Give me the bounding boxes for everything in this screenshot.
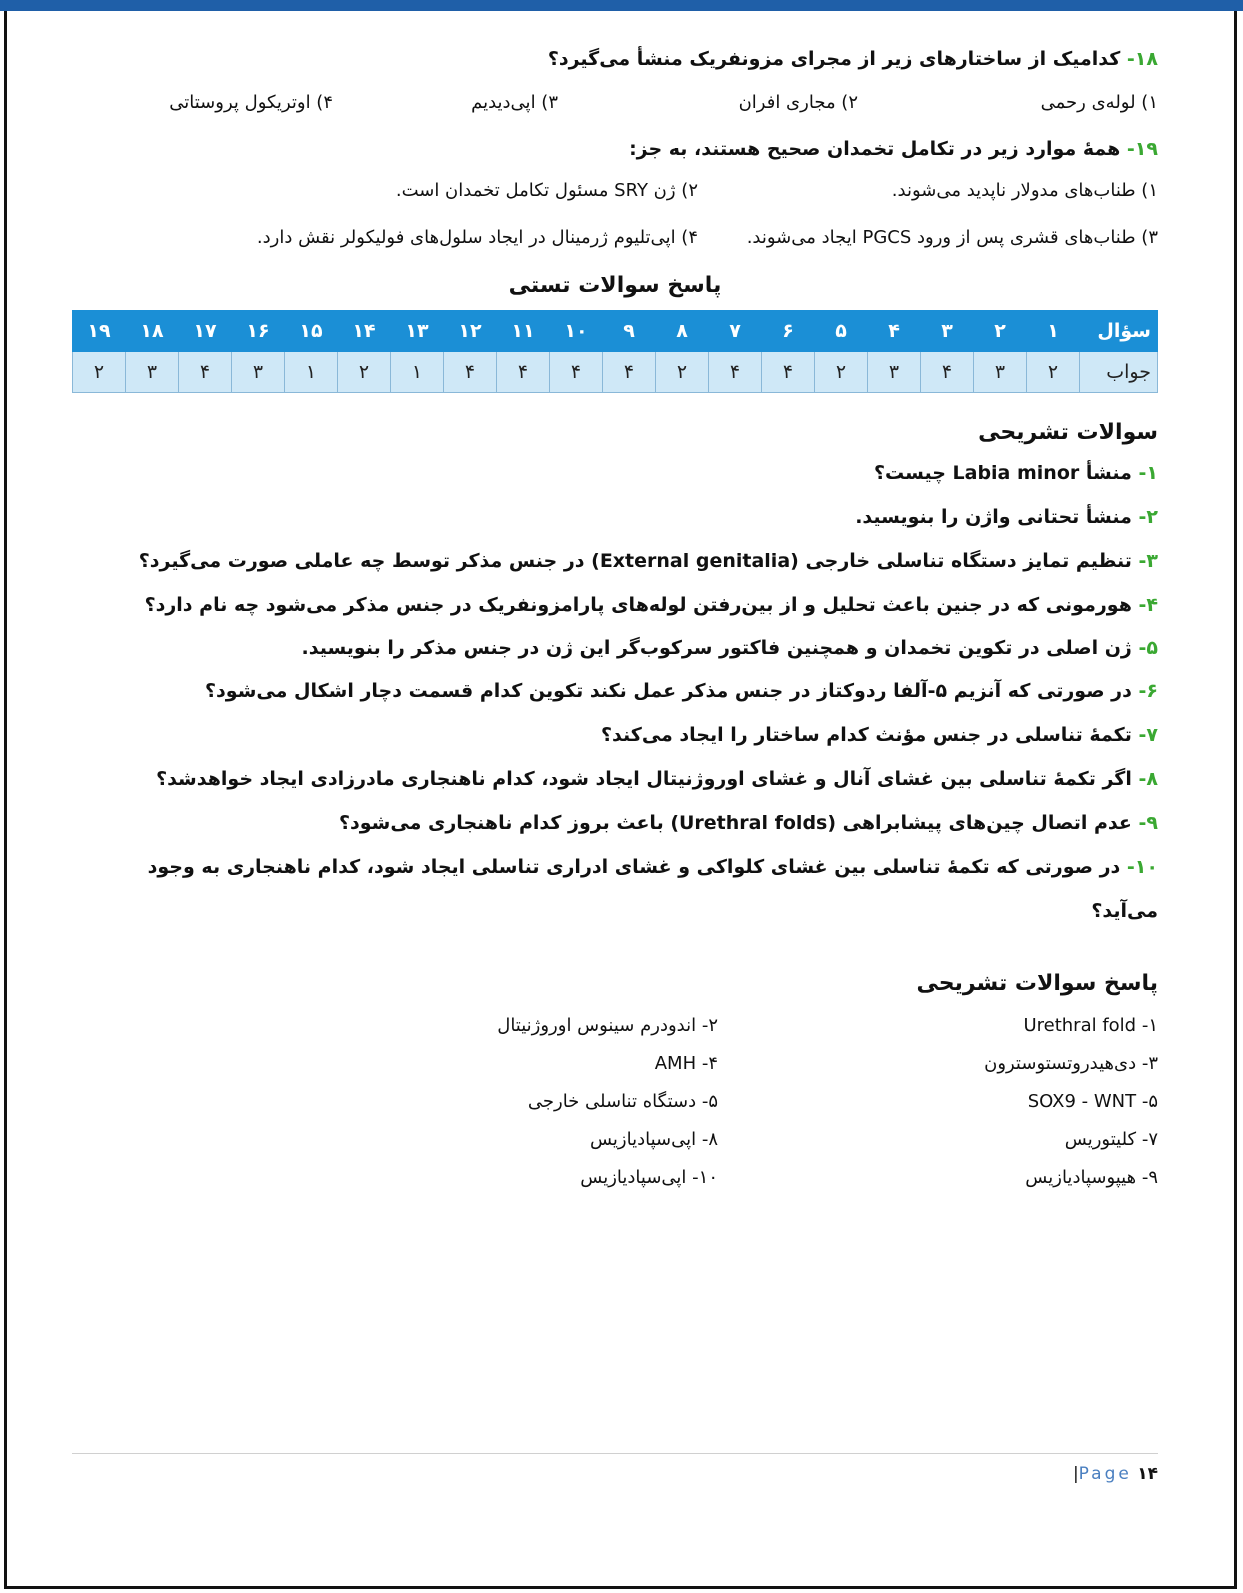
descriptive-answer-item: ۱۰- اپی‌سپادیازیس [580, 1167, 718, 1188]
descriptive-question: ۱۰- در صورتی که تکمهٔ تناسلی بین غشای کلواکی و غشای ادراری تناسلی ایجاد شود، کدام ناهنجاری به وجود [147, 856, 1158, 878]
answer-row [73, 352, 1158, 393]
answer-cell: ۲ [656, 352, 709, 393]
answer-cell: ۱ [285, 352, 338, 393]
footer-divider [72, 1453, 1158, 1454]
top-color-bar [0, 0, 1243, 11]
descriptive-answer-item: ۴- AMH [654, 1053, 718, 1074]
answer-key-title: پاسخ سوالات تستی [508, 273, 722, 298]
answer-cell: ۲ [1027, 352, 1080, 393]
descriptive-question: ۴- هورمونی که در جنین باعث تحلیل و از بین‌رفتن لوله‌های پارامزونفریک در جنس مذکر می‌شود چه نام دارد؟ [144, 594, 1158, 616]
descriptive-question: ۱- منشأ Labia minor چیست؟ [873, 462, 1158, 484]
answer-key-table [72, 310, 1158, 393]
descriptive-question: ۸- اگر تکمهٔ تناسلی بین غشای آنال و غشای اوروژنیتال ایجاد شود، کدام ناهنجاری مادرزادی ایجاد خواهدشد؟ [156, 768, 1158, 790]
page-number: ۱۴ [1137, 1464, 1158, 1484]
descriptive-answer-item: ۱- Urethral fold [1023, 1015, 1158, 1036]
answer-cell: ۴ [709, 352, 762, 393]
descriptive-answer-item: ۵- SOX9 - WNT [1027, 1091, 1158, 1112]
page-label: Page [1078, 1464, 1132, 1484]
answer-cell: ۱ [391, 352, 444, 393]
descriptive-question: ۹- عدم اتصال چین‌های پیشابراهی (Urethral folds) باعث بروز کدام ناهنجاری می‌شود؟ [338, 812, 1158, 834]
descriptive-question: ۷- تکمهٔ تناسلی در جنس مؤنث کدام ساختار را ایجاد می‌کند؟ [601, 724, 1158, 746]
page-footer: |Page ۱۴ [1072, 1464, 1158, 1484]
answer-cell: ۴ [444, 352, 497, 393]
descriptive-section-title: سوالات تشریحی [978, 420, 1158, 445]
descriptive-answer-item: ۲- اندودرم سینوس اوروژنیتال [497, 1015, 718, 1036]
question-number-cell: ۸ [656, 311, 709, 352]
question-number-cell: ۱۳ [391, 311, 444, 352]
answer-cell: ۲ [815, 352, 868, 393]
answer-cell: ۲ [338, 352, 391, 393]
mcq-question-19: ۱۹- همهٔ موارد زیر در تکامل تخمدان صحیح هستند، به جز: [629, 138, 1158, 160]
question-number-cell: ۱ [1027, 311, 1080, 352]
question-number-cell: ۱۲ [444, 311, 497, 352]
descriptive-answer-item: ۵- دستگاه تناسلی خارجی [527, 1091, 718, 1112]
answer-cell: ۴ [497, 352, 550, 393]
question-number-cell: ۱۰ [550, 311, 603, 352]
mcq-question-18: ۱۸- کدامیک از ساختارهای زیر از مجرای مزونفریک منشأ می‌گیرد؟ [547, 48, 1158, 70]
answer-cell: ۴ [550, 352, 603, 393]
question-number-cell: ۴ [868, 311, 921, 352]
descriptive-question: ۲- منشأ تحتانی واژن را بنویسید. [855, 506, 1158, 528]
option: ۴) اپی‌تلیوم ژرمینال در ایجاد سلول‌های فولیکولر نقش دارد. [256, 227, 698, 248]
question-number-cell: ۳ [921, 311, 974, 352]
option: ۳) طناب‌های قشری پس از ورود PGCS ایجاد می‌شوند. [746, 227, 1158, 248]
answer-cell: ۴ [762, 352, 815, 393]
row-label: جواب [1080, 352, 1158, 393]
question-number-cell: ۹ [603, 311, 656, 352]
option: ۴) اوتریکول پروستاتی [169, 92, 333, 113]
question-number-cell: ۱۱ [497, 311, 550, 352]
descriptive-question: ۶- در صورتی که آنزیم ۵-آلفا ردوکتاز در جنس مذکر عمل نکند تکوین کدام قسمت دچار اشکال می‌شود؟ [205, 680, 1158, 702]
question-number-cell: ۱۷ [179, 311, 232, 352]
question-number-cell: ۱۶ [232, 311, 285, 352]
question-number-row [73, 311, 1158, 352]
answer-cell: ۳ [974, 352, 1027, 393]
row-label: سؤال [1080, 311, 1158, 352]
descriptive-question: ۳- تنظیم تمایز دستگاه تناسلی خارجی (External genitalia) در جنس مذکر توسط چه عاملی صورت می‌گیرد؟ [138, 550, 1158, 572]
descriptive-question-continuation: می‌آید؟ [1091, 900, 1158, 922]
question-number-cell: ۱۴ [338, 311, 391, 352]
question-number-cell: ۷ [709, 311, 762, 352]
answer-cell: ۴ [179, 352, 232, 393]
option: ۳) اپی‌دیدیم [471, 92, 558, 113]
descriptive-answers-title: پاسخ سوالات تشریحی [916, 971, 1158, 996]
descriptive-answer-item: ۸- اپی‌سپادیازیس [589, 1129, 718, 1150]
descriptive-answer-item: ۹- هیپوسپادیازیس [1025, 1167, 1158, 1188]
descriptive-question: ۵- ژن اصلی در تکوین تخمدان و همچنین فاکتور سرکوب‌گر این ژن در جنس مذکر را بنویسید. [301, 637, 1158, 659]
answer-cell: ۴ [921, 352, 974, 393]
answer-cell: ۳ [868, 352, 921, 393]
answer-cell: ۲ [73, 352, 126, 393]
descriptive-answer-item: ۳- دی‌هیدروتستوسترون [984, 1053, 1158, 1074]
question-number-cell: ۲ [974, 311, 1027, 352]
option: ۲) ژن SRY مسئول تکامل تخمدان است. [395, 180, 698, 201]
answer-cell: ۳ [126, 352, 179, 393]
question-number-cell: ۱۵ [285, 311, 338, 352]
option: ۲) مجاری افران [738, 92, 858, 113]
answer-cell: ۴ [603, 352, 656, 393]
descriptive-answer-item: ۷- کلیتوریس [1064, 1129, 1158, 1150]
question-number-cell: ۵ [815, 311, 868, 352]
answer-cell: ۳ [232, 352, 285, 393]
option: ۱) لوله‌ی رحمی [1040, 92, 1158, 113]
option: ۱) طناب‌های مدولار ناپدید می‌شوند. [891, 180, 1158, 201]
question-number-cell: ۶ [762, 311, 815, 352]
question-number-cell: ۱۹ [73, 311, 126, 352]
question-number-cell: ۱۸ [126, 311, 179, 352]
